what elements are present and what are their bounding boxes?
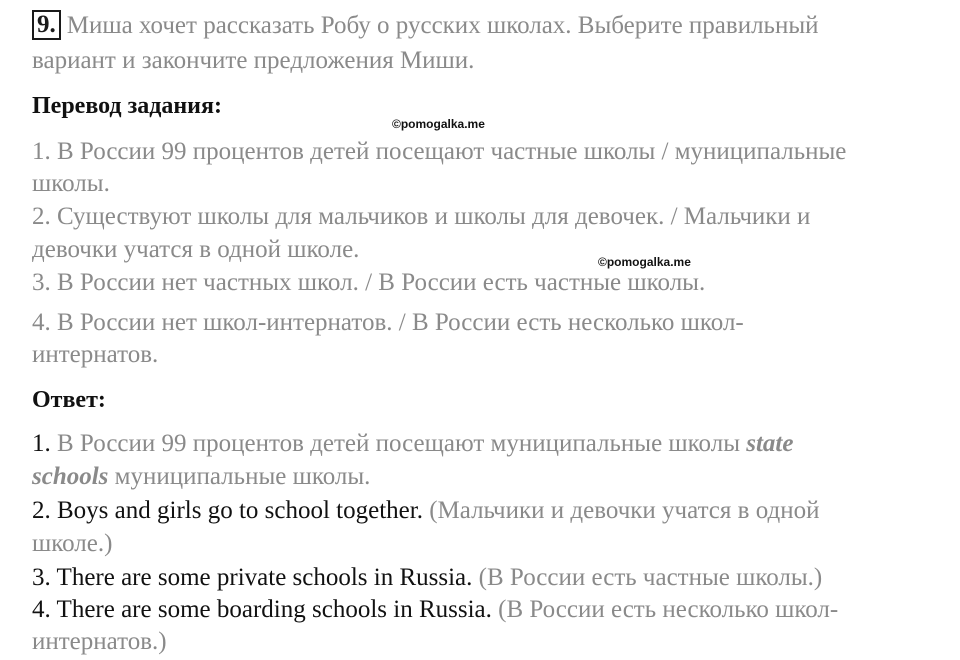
- answer-2-russian-1: (Мальчики и девочки учатся в одной: [422, 497, 820, 524]
- answer-3-english: 3. There are some private schools in Russia.: [32, 564, 473, 591]
- answer-3-line: [32, 562, 822, 594]
- watermark-1: ©pomogalka.me: [392, 117, 485, 131]
- translation-heading: Перевод задания:: [32, 93, 222, 119]
- answer-2-line-1: [32, 495, 819, 527]
- translation-line-3: 2. Существуют школы для мальчиков и школы для девочек. / Мальчики и: [32, 203, 811, 230]
- watermark-2: ©pomogalka.me: [598, 255, 691, 269]
- answer-3-russian: (В России есть частные школы.): [472, 564, 823, 591]
- answer-1-text: В России 99 процентов детей посещают муниципальные школы: [50, 430, 747, 457]
- answer-1-rest: муниципальные школы.: [108, 463, 371, 490]
- answer-2-english: 2. Boys and girls go to school together.: [32, 497, 423, 524]
- answer-1-bold-1: state: [746, 430, 794, 457]
- answer-4-english: 4. There are some boarding schools in Russia.: [32, 596, 492, 623]
- answer-heading: Ответ:: [32, 387, 106, 413]
- translation-line-1: 1. В России 99 процентов детей посещают частные школы / муниципальные: [32, 138, 847, 165]
- answer-4-line-2: интернатов.): [32, 628, 167, 655]
- answer-1-number: 1.: [32, 430, 51, 457]
- answer-1-bold-2: schools: [32, 463, 109, 490]
- translation-line-5: 3. В России нет частных школ. / В России есть частные школы.: [32, 269, 706, 296]
- answer-2-line-2: школе.): [32, 530, 113, 557]
- answer-4-line-1: [32, 594, 838, 626]
- translation-line-7: интернатов.: [32, 341, 159, 368]
- translation-line-6: 4. В России нет школ-интернатов. / В России есть несколько школ-: [32, 309, 744, 336]
- answer-4-russian-1: (В России есть несколько школ-: [491, 596, 839, 623]
- translation-line-4: девочки учатся в одной школе.: [32, 236, 360, 263]
- answer-1-line-2: [32, 461, 370, 493]
- translation-line-2: школы.: [32, 170, 110, 197]
- task-line-2: вариант и закончите предложения Миши.: [32, 47, 475, 74]
- task-line-1: [32, 10, 819, 42]
- answer-1-line-1: [32, 428, 793, 460]
- task-number-badge: 9.: [32, 10, 61, 40]
- task-text-1: Миша хочет рассказать Робу о русских школах. Выберите правильный: [66, 12, 819, 39]
